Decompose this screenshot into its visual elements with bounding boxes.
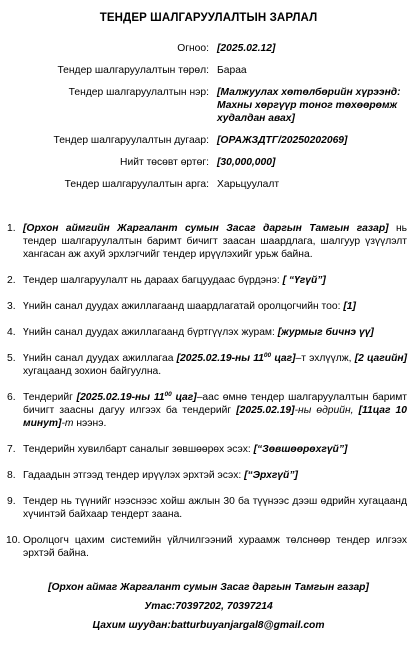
document-title: ТЕНДЕР ШАЛГАРУУЛАЛТЫН ЗАРЛАЛ [99,12,318,24]
info-label: Тендер шалгаруулалтын арга: [64,179,209,190]
info-value: [ОРАЖЗДТГ/20250202069] [217,135,348,146]
info-row-method [10,178,407,200]
list-item: 8. Гадаадын этгээд тендер ирүүлэх эрхтэй эсэх: [“Эрхгүй”] [7,470,298,481]
list-item: 9. Тендер нь түүнийг нээснээс хойш ажлын 30 ба түүнээс дээш өдрийн хугацаанд хүчинтэй байхаар тендерт заана. [7,496,407,520]
list-item: 10. Оролцогч цахим системийн үйлчилгээний хураамж төлснөөр тендер илгээх эрхтэй байна. [6,535,407,559]
info-row-name [10,86,407,134]
list-item: 5. Үнийн санал дуудах ажиллагаа [2025.02.19-ны $11^{00}$ цаг]–т эхлүүлж, [2 цагийн] хугацаанд зохион байгуулна. [7,352,408,377]
contact-footer [10,578,407,635]
list-item: 3. Үнийн санал дуудах ажиллагаанд шаардлагатай оролцогчийн тоо: [1] [7,301,356,312]
list-item: 2. Тендер шалгаруулалт нь дараах багцуудаас бүрдэнэ: [ “Үгүй”] [7,275,326,286]
info-value: Харьцуулалт [217,179,280,190]
info-row-number [10,134,407,156]
info-value: [30,000,000] [217,157,276,168]
list-item: 6. Тендерийг [2025.02.19-ны $11^{00}$ цаг]–аас өмнө тендер шалгаруулалтын баримт бичигт заасны дагуу илгээх ба тендерийг [2025.02.19]-ны өдрийн, [11цаг 10 минут]-т нээнэ. [7,391,407,429]
organization-name: [Орхон аймаг Жаргалант сумын Засаг даргын Тамгын газар] [48,582,369,593]
info-row-type [10,64,407,86]
info-row-date [10,42,407,64]
list-item: 1. [Орхон аймгийн Жаргалант сумын Засаг даргын Тамгын газар] нь тендер шалгаруулалтын баримт бичигт заасан шаардлага, шалгуур үзүүлэлт хангасан аж ахуй эрхлэгчийг тендер ирүүлэхийг урьж байна. [7,223,407,260]
info-value: Бараа [217,65,247,76]
info-label: Тендер шалгаруулалтын нэр: [68,87,209,98]
list-item: 4. Үнийн санал дуудах ажиллагаанд бүртгүүлэх журам: [журмыг бичнэ үү] [7,327,374,338]
info-label: Нийт төсөвт өртөг: [120,157,209,168]
requirements-list [6,222,408,560]
info-value: [Малжуулах хөтөлбөрийн хүрээнд: Махны хөргүүр тоног төхөөрөмж худалдан авах] [217,87,401,124]
email-line: Цахим шуудан:batturbuyanjargal8@gmail.com [92,620,325,631]
info-label: Огноо: [177,43,209,54]
list-item: 7. Тендерийн хувилбарт саналыг зөвшөөрөх эсэх: [“Зөвшөөрөхгүй”] [7,444,348,455]
tender-info-table [10,42,407,200]
info-row-budget [10,156,407,178]
info-label: Тендер шалгаруулалтын төрөл: [57,65,209,76]
info-value: [2025.02.12] [217,43,276,54]
info-label: Тендер шалгаруулалтын дугаар: [53,135,209,146]
phone-line: Утас:70397202, 70397214 [144,601,273,612]
